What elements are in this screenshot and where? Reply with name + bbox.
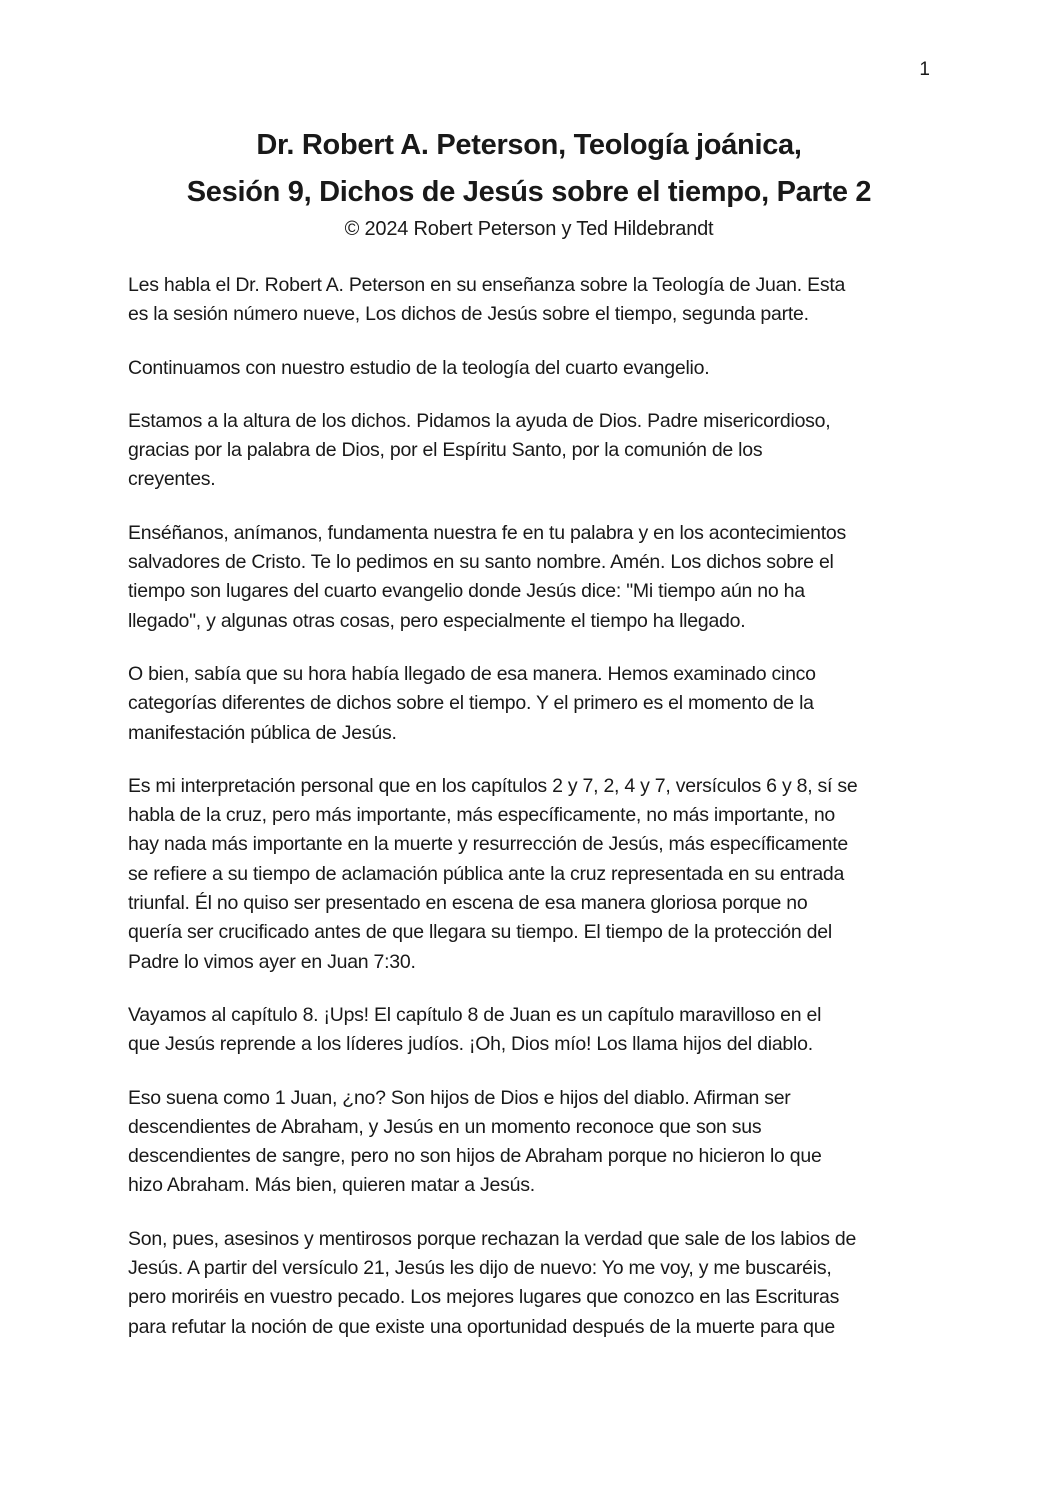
paragraph: Son, pues, asesinos y mentirosos porque rechazan la verdad que sale de los labios de Jesús. A partir del versículo 21, Jesús les dijo de nuevo: Yo me voy, y me buscaréis, pero moriréis en vuestro pecado. Los mejores lugares que conozco en las Escrituras para refutar la noción de que existe una oportunidad después de la muerte para que: [128, 1227, 857, 1338]
document-title-line-1: Dr. Robert A. Peterson, Teología joánica,: [256, 129, 802, 161]
document-title: [128, 122, 930, 216]
document-body: [128, 271, 930, 1342]
paragraph: Enséñanos, anímanos, fundamenta nuestra fe en tu palabra y en los acontecimientos salvadores de Cristo. Te lo pedimos en su santo nombre. Amén. Los dichos sobre el tiempo son lugares del cuarto evangelio donde Jesús dice: "Mi tiempo aún no ha llegado", y algunas otras cosas, pero especialmente el tiempo ha llegado.: [128, 521, 846, 632]
document-title-line-2: Sesión 9, Dichos de Jesús sobre el tiempo, Parte 2: [186, 176, 872, 208]
copyright-line: © 2024 Robert Peterson y Ted Hildebrandt: [344, 218, 714, 240]
paragraph: Es mi interpretación personal que en los capítulos 2 y 7, 2, 4 y 7, versículos 6 y 8, sí se habla de la cruz, pero más importante, más específicamente, no más importante, no hay nada más importante en la muerte y resurrección de Jesús, más específicamente se refiere a su tiempo de aclamación pública ante la cruz representada en su entrada triunfal. Él no quiso ser presentado en escena de esa manera gloriosa porque no quería ser crucificado antes de que llegara su tiempo. El tiempo de la protección del Padre lo vimos ayer en Juan 7:30.: [128, 774, 858, 973]
paragraph: Estamos a la altura de los dichos. Pidamos la ayuda de Dios. Padre misericordioso, gracias por la palabra de Dios, por el Espíritu Santo, por la comunión de los creyentes.: [128, 409, 831, 491]
paragraph: Les habla el Dr. Robert A. Peterson en su enseñanza sobre la Teología de Juan. Esta es la sesión número nueve, Los dichos de Jesús sobre el tiempo, segunda parte.: [128, 274, 846, 326]
page-number: 1: [919, 59, 930, 80]
paragraph: Eso suena como 1 Juan, ¿no? Son hijos de Dios e hijos del diablo. Afirman ser descendientes de Abraham, y Jesús en un momento reconoce que son sus descendientes de sangre, pero no son hijos de Abraham porque no hicieron lo que hizo Abraham. Más bien, quieren matar a Jesús.: [128, 1086, 822, 1197]
paragraph: Vayamos al capítulo 8. ¡Ups! El capítulo 8 de Juan es un capítulo maravilloso en el que Jesús reprende a los líderes judíos. ¡Oh, Dios mío! Los llama hijos del diablo.: [128, 1003, 822, 1056]
paragraph: Continuamos con nuestro estudio de la teología del cuarto evangelio.: [128, 356, 710, 379]
paragraph: O bien, sabía que su hora había llegado de esa manera. Hemos examinado cinco categorías diferentes de dichos sobre el tiempo. Y el primero es el momento de la manifestación pública de Jesús.: [128, 662, 816, 744]
